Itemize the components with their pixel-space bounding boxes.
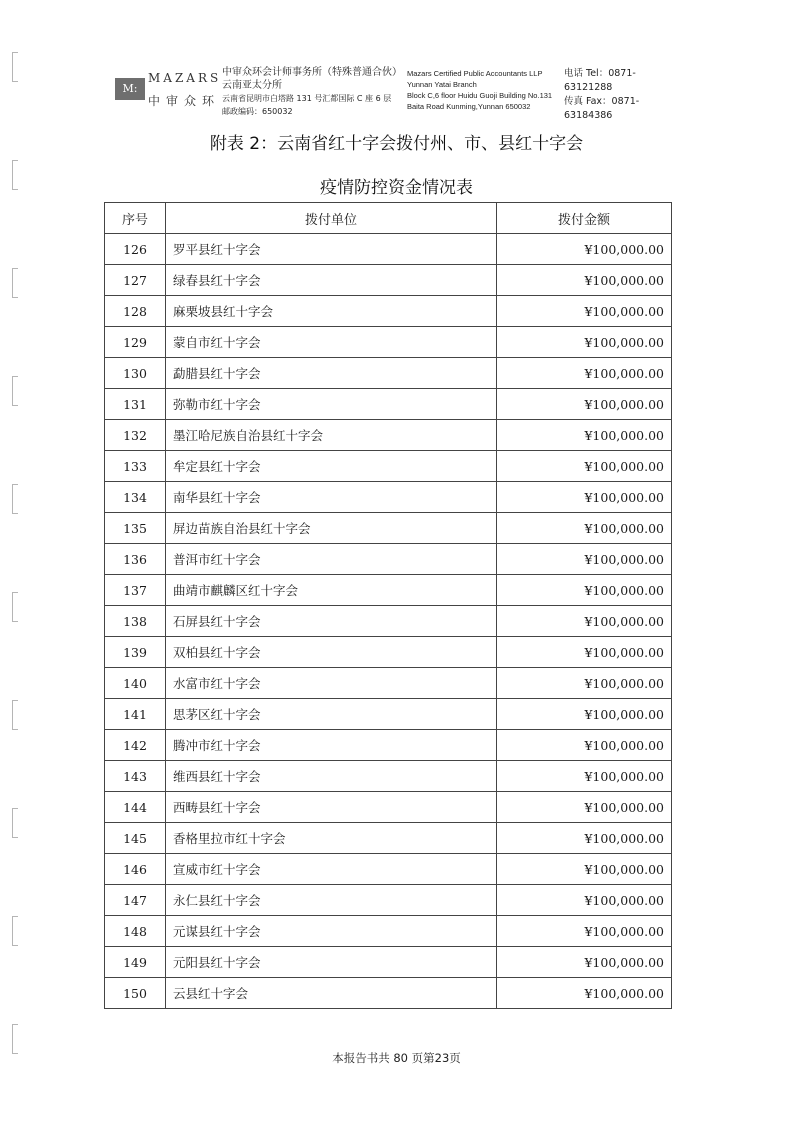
cell-unit: 宣威市红十字会 — [166, 854, 497, 885]
cell-amount: ¥100,000.00 — [497, 296, 672, 327]
cell-unit: 麻栗坡县红十字会 — [166, 296, 497, 327]
binding-mark — [12, 808, 23, 838]
table-row — [105, 544, 672, 575]
cell-amount: ¥100,000.00 — [497, 916, 672, 947]
table-row — [105, 327, 672, 358]
cell-unit: 永仁县红十字会 — [166, 885, 497, 916]
cell-no: 126 — [105, 234, 166, 265]
cell-no: 133 — [105, 451, 166, 482]
cell-amount: ¥100,000.00 — [497, 327, 672, 358]
firm-address-cn: 云南省昆明市白塔路 131 号汇都国际 C 座 6 层 — [222, 94, 392, 103]
cell-unit: 勐腊县红十字会 — [166, 358, 497, 389]
cell-unit: 蒙自市红十字会 — [166, 327, 497, 358]
cell-no: 132 — [105, 420, 166, 451]
cell-amount: ¥100,000.00 — [497, 234, 672, 265]
cell-no: 148 — [105, 916, 166, 947]
page-footer: 本报告书共 80 页第23页 — [332, 1051, 461, 1065]
cell-amount: ¥100,000.00 — [497, 451, 672, 482]
table-row — [105, 420, 672, 451]
firm-name-cn-line2: 云南亚太分所 — [222, 80, 282, 91]
cell-no: 130 — [105, 358, 166, 389]
cell-unit: 思茅区红十字会 — [166, 699, 497, 730]
binding-mark — [12, 700, 23, 730]
cell-no: 144 — [105, 792, 166, 823]
cell-amount: ¥100,000.00 — [497, 730, 672, 761]
cell-unit: 绿春县红十字会 — [166, 265, 497, 296]
cell-amount: ¥100,000.00 — [497, 761, 672, 792]
cell-unit: 西畴县红十字会 — [166, 792, 497, 823]
cell-no: 143 — [105, 761, 166, 792]
firm-address-en-line2: Baita Road Kunming,Yunnan 650032 — [407, 102, 531, 111]
cell-unit: 腾冲市红十字会 — [166, 730, 497, 761]
table-row — [105, 606, 672, 637]
cell-no: 141 — [105, 699, 166, 730]
page-title: 附表 2：云南省红十字会拨付州、市、县红十字会 — [209, 134, 584, 154]
table-row — [105, 389, 672, 420]
cell-no: 129 — [105, 327, 166, 358]
cell-no: 136 — [105, 544, 166, 575]
cell-amount: ¥100,000.00 — [497, 606, 672, 637]
cell-no: 140 — [105, 668, 166, 699]
cell-no: 147 — [105, 885, 166, 916]
cell-amount: ¥100,000.00 — [497, 389, 672, 420]
table-row — [105, 668, 672, 699]
cell-amount: ¥100,000.00 — [497, 978, 672, 1009]
cell-unit: 维西县红十字会 — [166, 761, 497, 792]
cell-unit: 墨江哈尼族自治县红十字会 — [166, 420, 497, 451]
cell-unit: 元谋县红十字会 — [166, 916, 497, 947]
table-row — [105, 761, 672, 792]
table-row — [105, 296, 672, 327]
cell-no: 145 — [105, 823, 166, 854]
mazars-logo-cn: 中审众环 — [148, 94, 221, 108]
cell-amount: ¥100,000.00 — [497, 575, 672, 606]
firm-contact — [564, 67, 675, 123]
binding-mark — [12, 52, 23, 82]
cell-amount: ¥100,000.00 — [497, 637, 672, 668]
table-row — [105, 265, 672, 296]
binding-mark — [12, 268, 23, 298]
cell-no: 134 — [105, 482, 166, 513]
mazars-logo-mark: M: — [115, 78, 145, 100]
cell-amount: ¥100,000.00 — [497, 265, 672, 296]
cell-no: 146 — [105, 854, 166, 885]
table-row — [105, 730, 672, 761]
cell-no: 135 — [105, 513, 166, 544]
cell-no: 150 — [105, 978, 166, 1009]
table-row — [105, 947, 672, 978]
table-row — [105, 451, 672, 482]
cell-unit: 普洱市红十字会 — [166, 544, 497, 575]
cell-unit: 罗平县红十字会 — [166, 234, 497, 265]
cell-no: 137 — [105, 575, 166, 606]
cell-unit: 元阳县红十字会 — [166, 947, 497, 978]
page-subtitle: 疫情防控资金情况表 — [320, 178, 473, 198]
table-row — [105, 854, 672, 885]
cell-amount: ¥100,000.00 — [497, 854, 672, 885]
cell-no: 127 — [105, 265, 166, 296]
binding-mark — [12, 592, 23, 622]
table-row — [105, 637, 672, 668]
cell-amount: ¥100,000.00 — [497, 947, 672, 978]
cell-amount: ¥100,000.00 — [497, 482, 672, 513]
table-row — [105, 234, 672, 265]
cell-unit: 石屏县红十字会 — [166, 606, 497, 637]
cell-amount: ¥100,000.00 — [497, 544, 672, 575]
firm-name-en-line2: Yunnan Yatai Branch — [407, 80, 477, 89]
cell-amount: ¥100,000.00 — [497, 513, 672, 544]
cell-amount: ¥100,000.00 — [497, 668, 672, 699]
col-header-no: 序号 — [105, 203, 166, 234]
firm-name-en-line1: Mazars Certified Public Accountants LLP — [407, 69, 543, 78]
cell-amount: ¥100,000.00 — [497, 823, 672, 854]
cell-unit: 南华县红十字会 — [166, 482, 497, 513]
binding-mark — [12, 376, 23, 406]
cell-unit: 香格里拉市红十字会 — [166, 823, 497, 854]
cell-unit: 屏边苗族自治县红十字会 — [166, 513, 497, 544]
cell-unit: 曲靖市麒麟区红十字会 — [166, 575, 497, 606]
firm-name-cn-line1: 中审众环会计师事务所（特殊普通合伙） — [222, 67, 402, 78]
col-header-amount: 拨付金额 — [497, 203, 672, 234]
table-row — [105, 699, 672, 730]
cell-amount: ¥100,000.00 — [497, 885, 672, 916]
firm-address-en-line1: Block C,6 floor Huidu Guoji Building No.131 — [407, 91, 553, 100]
col-header-unit: 拨付单位 — [166, 203, 497, 234]
cell-unit: 云县红十字会 — [166, 978, 497, 1009]
cell-no: 142 — [105, 730, 166, 761]
cell-amount: ¥100,000.00 — [497, 358, 672, 389]
table-row — [105, 482, 672, 513]
table-row — [105, 358, 672, 389]
cell-no: 138 — [105, 606, 166, 637]
cell-unit: 双柏县红十字会 — [166, 637, 497, 668]
table-row — [105, 978, 672, 1009]
table-row — [105, 513, 672, 544]
table-header-row — [105, 203, 672, 234]
table-row — [105, 916, 672, 947]
firm-tel: 电话 Tel：0871-63121288 — [564, 68, 636, 93]
firm-name-cn — [222, 66, 402, 118]
cell-no: 131 — [105, 389, 166, 420]
binding-mark — [12, 484, 23, 514]
binding-mark — [12, 916, 23, 946]
firm-fax: 传真 Fax：0871-63184386 — [564, 96, 640, 121]
cell-no: 149 — [105, 947, 166, 978]
funds-table — [104, 202, 672, 1009]
cell-unit: 牟定县红十字会 — [166, 451, 497, 482]
cell-amount: ¥100,000.00 — [497, 792, 672, 823]
cell-unit: 弥勒市红十字会 — [166, 389, 497, 420]
cell-no: 128 — [105, 296, 166, 327]
firm-postcode-cn: 邮政编码：650032 — [222, 107, 293, 116]
cell-amount: ¥100,000.00 — [497, 420, 672, 451]
table-row — [105, 885, 672, 916]
letterhead — [115, 66, 675, 122]
cell-unit: 水富市红十字会 — [166, 668, 497, 699]
firm-name-en — [407, 68, 552, 112]
table-row — [105, 575, 672, 606]
table-row — [105, 792, 672, 823]
mazars-logo-word: MAZARS — [148, 71, 222, 85]
table-row — [105, 823, 672, 854]
cell-amount: ¥100,000.00 — [497, 699, 672, 730]
cell-no: 139 — [105, 637, 166, 668]
